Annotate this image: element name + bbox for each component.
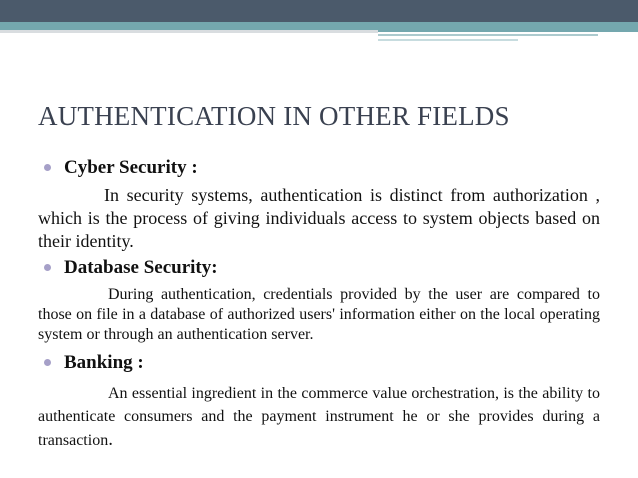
header-band-teal-left bbox=[0, 22, 378, 30]
bullet-heading: Cyber Security : bbox=[64, 157, 198, 178]
slide-content bbox=[38, 156, 600, 452]
header-band-teal-right bbox=[378, 22, 638, 32]
database-security-paragraph: During authentication, credentials provided by the user are compared to those on file in a database of authorized users' information either on the local operating system or through an authentication server. bbox=[38, 286, 600, 343]
banking-paragraph-period: . bbox=[108, 429, 113, 450]
header-line-2 bbox=[378, 39, 518, 41]
header-decoration bbox=[0, 0, 638, 44]
cyber-security-paragraph: In security systems, authentication is distinct from authorization , which is the process of giving individuals access to system objects based on their identity. bbox=[38, 185, 600, 251]
bullet-heading: Database Security: bbox=[64, 257, 218, 278]
banking-paragraph-text: An essential ingredient in the commerce value orchestration, is the ability to authenticate consumers and the payment instrument he or she provides during a transaction bbox=[38, 385, 600, 449]
slide-title: AUTHENTICATION IN OTHER FIELDS bbox=[38, 101, 510, 131]
bullet-cyber-security bbox=[38, 156, 600, 180]
bullet-dot-icon bbox=[44, 359, 51, 366]
banking-paragraph bbox=[38, 382, 600, 452]
bullet-heading: Banking : bbox=[64, 352, 144, 373]
bullet-dot-icon bbox=[44, 264, 51, 271]
header-band-dark bbox=[0, 0, 638, 22]
bullet-database-security bbox=[38, 256, 600, 280]
bullet-dot-icon bbox=[44, 164, 51, 171]
header-line-1 bbox=[378, 34, 598, 36]
bullet-banking bbox=[38, 351, 600, 375]
header-band-strip bbox=[0, 30, 378, 33]
